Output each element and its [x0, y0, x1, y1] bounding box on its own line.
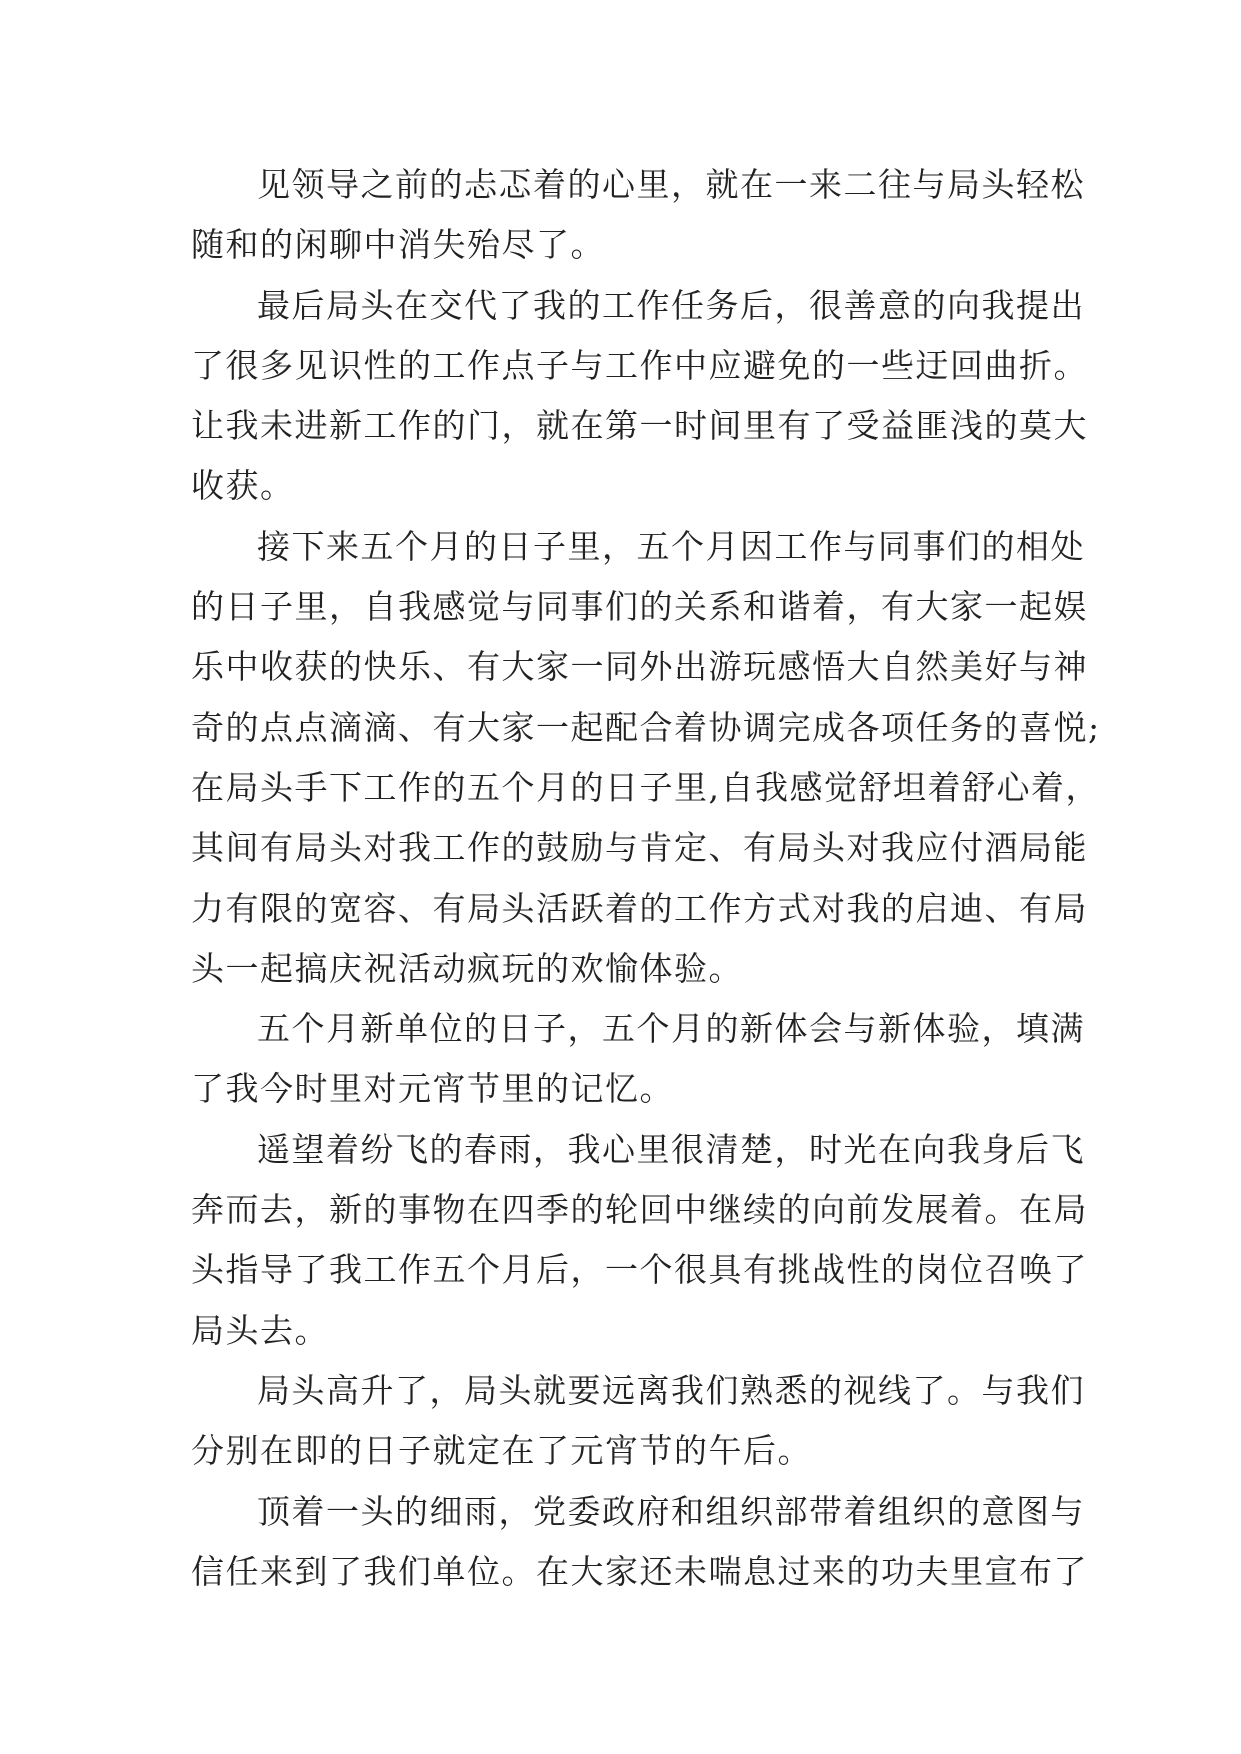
- text-line: 奔而去，新的事物在四季的轮回中继续的向前发展着。在局: [191, 1190, 1088, 1230]
- text-line: 力有限的宽容、有局头活跃着的工作方式对我的启迪、有局: [191, 888, 1088, 928]
- text-line: 收获。: [191, 466, 295, 506]
- text-line: 见领导之前的忐忑着的心里，就在一来二往与局头轻松: [257, 165, 1085, 204]
- text-line: 遥望着纷飞的春雨，我心里很清楚，时光在向我身后飞: [257, 1129, 1085, 1169]
- paragraph-2: [191, 276, 1088, 517]
- text-line: 乐中收获的快乐、有大家一同外出游玩感悟大自然美好与神: [191, 647, 1088, 687]
- text-line: 随和的闲聊中消失殆尽了。: [191, 225, 605, 265]
- paragraph-7: [191, 1482, 1088, 1603]
- text-line: 了我今时里对元宵节里的记忆。: [191, 1069, 674, 1109]
- text-line: 局头去。: [191, 1310, 329, 1350]
- text-line: 奇的点点滴滴、有大家一起配合着协调完成各项任务的喜悦;: [191, 707, 1101, 747]
- text-line: 让我未进新工作的门，就在第一时间里有了受益匪浅的莫大: [191, 406, 1088, 446]
- text-line: 接下来五个月的日子里，五个月因工作与同事们的相处: [257, 526, 1085, 566]
- text-line: 头一起搞庆祝活动疯玩的欢愉体验。: [191, 948, 743, 988]
- text-line: 最后局头在交代了我的工作任务后，很善意的向我提出: [257, 285, 1085, 325]
- paragraph-5: [191, 1120, 1088, 1361]
- paragraph-4: [191, 999, 1085, 1120]
- text-line: 其间有局头对我工作的鼓励与肯定、有局头对我应付酒局能: [191, 828, 1088, 868]
- paragraph-3: [191, 517, 1101, 999]
- text-line: 信任来到了我们单位。在大家还未喘息过来的功夫里宣布了: [191, 1551, 1088, 1591]
- text-line: 头指导了我工作五个月后，一个很具有挑战性的岗位召唤了: [191, 1250, 1088, 1290]
- text-line: 分别在即的日子就定在了元宵节的午后。: [191, 1431, 812, 1471]
- text-line: 在局头手下工作的五个月的日子里,自我感觉舒坦着舒心着，: [191, 767, 1100, 807]
- document-body: [191, 155, 1101, 1602]
- text-line: 的日子里，自我感觉与同事们的关系和谐着，有大家一起娱: [191, 587, 1088, 627]
- text-line: 五个月新单位的日子，五个月的新体会与新体验，填满: [257, 1009, 1085, 1049]
- text-line: 局头高升了，局头就要远离我们熟悉的视线了。与我们: [257, 1370, 1085, 1410]
- text-line: 顶着一头的细雨，党委政府和组织部带着组织的意图与: [257, 1491, 1085, 1531]
- paragraph-6: [191, 1361, 1085, 1482]
- text-line: 了很多见识性的工作点子与工作中应避免的一些迂回曲折。: [191, 345, 1088, 385]
- paragraph-1: [191, 155, 1085, 276]
